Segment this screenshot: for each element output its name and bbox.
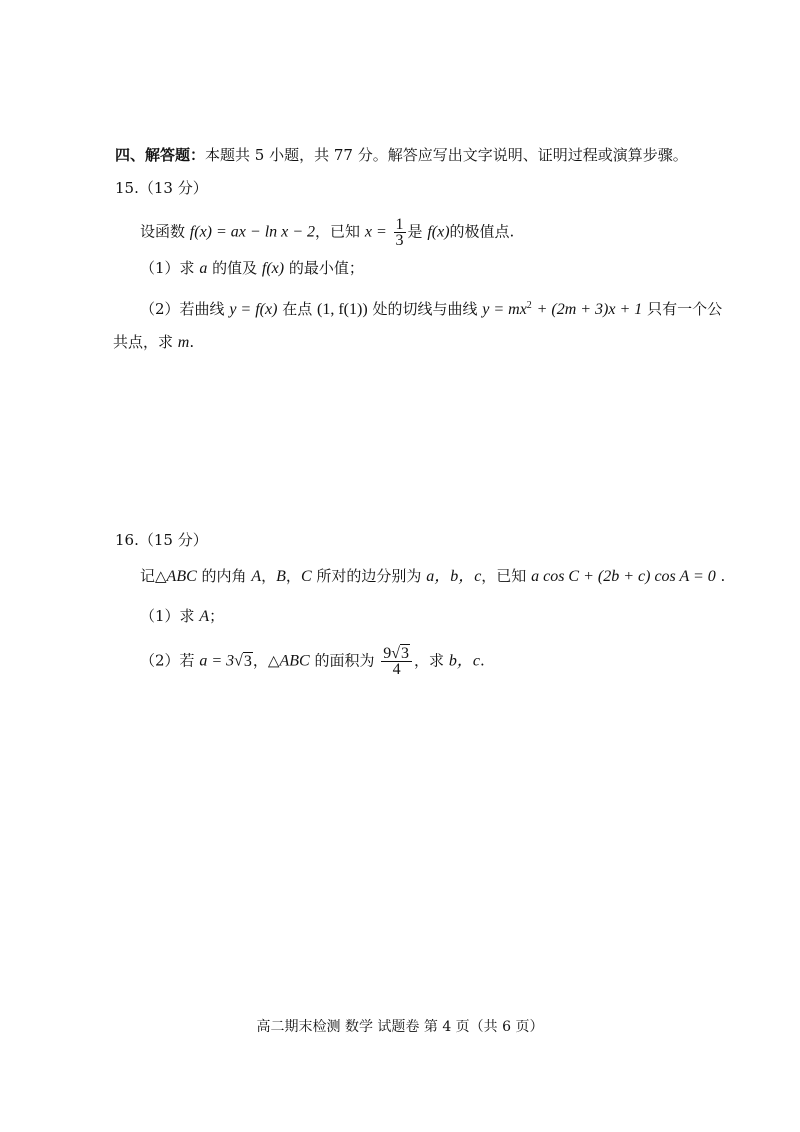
section-heading: 四、解答题：: [115, 146, 206, 164]
math-var: A: [199, 608, 210, 625]
math-curve2-rest: + (2m + 3)x + 1: [536, 301, 643, 318]
text: 在点: [282, 300, 313, 318]
math-function: f(x) = ax − ln x − 2: [189, 223, 316, 241]
text: ，已知: [315, 222, 361, 241]
text: 设函数: [140, 222, 186, 241]
section-instruction: 本题共 5 小题，共 77 分。解答应写出文字说明、证明过程或演算步骤。: [205, 146, 688, 164]
math-equation: a cos C + (2b + c) cos A = 0: [531, 568, 716, 585]
problem-number: 15.（13 分）: [115, 179, 208, 197]
problem-15-intro: [140, 217, 514, 248]
problem-15-q2: [140, 296, 722, 320]
text: （2）若: [140, 651, 195, 670]
math-var: A: [251, 568, 262, 585]
math-var: C: [300, 568, 312, 585]
sqrt-radicand: 3: [401, 645, 410, 662]
text: 的极值点.: [449, 222, 515, 241]
page-footer: 高二期末检测 数学 试题卷 第 4 页（共 6 页）: [256, 1019, 544, 1035]
math-var: B: [276, 568, 286, 585]
math-curve: y = f(x): [229, 301, 278, 318]
text: 的内角: [201, 567, 247, 585]
text: （1）求: [140, 607, 195, 625]
problem-15-q2-cont: [113, 332, 194, 353]
frac-num: [381, 646, 412, 662]
text: 的最小值；: [288, 259, 364, 277]
text: .: [479, 651, 485, 670]
text: 所对的边分别为: [316, 567, 422, 585]
math-var: a: [199, 260, 208, 277]
section-heading-line: [115, 145, 688, 165]
sqrt-sign: √: [391, 645, 401, 662]
problem-number: 16.（15 分）: [115, 531, 208, 549]
problem-15-q1: [140, 258, 364, 279]
text: .: [720, 567, 726, 585]
text: （1）求: [140, 259, 195, 277]
problem-16-q1: [140, 606, 224, 627]
fraction-area: [381, 646, 412, 677]
sqrt-radicand: 3: [243, 652, 252, 670]
problem-15-number: [115, 178, 208, 198]
text: ；: [209, 607, 225, 625]
text: ，△: [252, 651, 280, 670]
frac-den: 3: [395, 232, 404, 249]
text: ，: [285, 567, 301, 585]
text: 是: [407, 222, 423, 241]
math-equation: a = 3: [199, 652, 235, 670]
math-var: m: [177, 334, 190, 351]
frac-num: 1: [395, 216, 404, 233]
frac-den: 4: [392, 661, 401, 678]
text: 的值及: [212, 259, 258, 277]
text: ，已知: [481, 567, 527, 585]
math-vars: b，c: [448, 652, 480, 670]
math-exponent: 2: [526, 300, 532, 311]
math-point: (1, f(1)): [317, 301, 368, 318]
text: ，: [261, 567, 277, 585]
frac-num-coef: 9: [383, 645, 392, 662]
math-triangle: ABC: [166, 568, 197, 585]
fraction-one-third: [394, 217, 406, 248]
math-fx: f(x): [261, 260, 285, 277]
math-triangle: ABC: [279, 652, 310, 670]
text: （2）若曲线: [140, 300, 225, 318]
text: 处的切线与曲线: [372, 300, 478, 318]
text: 记△: [140, 567, 167, 585]
text: 只有一个公: [647, 300, 723, 318]
math-sides: a，b，c: [426, 568, 482, 585]
math-curve2: y = mx: [482, 301, 527, 318]
text: .: [189, 333, 195, 351]
problem-16-q2: [140, 646, 485, 677]
text: 共点，求: [113, 333, 174, 351]
math-fx: f(x): [427, 223, 450, 241]
problem-16-intro: [140, 566, 725, 587]
text: 的面积为: [314, 651, 375, 670]
text: ，求: [414, 651, 445, 670]
problem-16-number: [115, 530, 208, 550]
math-x: x =: [364, 223, 387, 241]
sqrt-sign: √: [234, 652, 243, 670]
